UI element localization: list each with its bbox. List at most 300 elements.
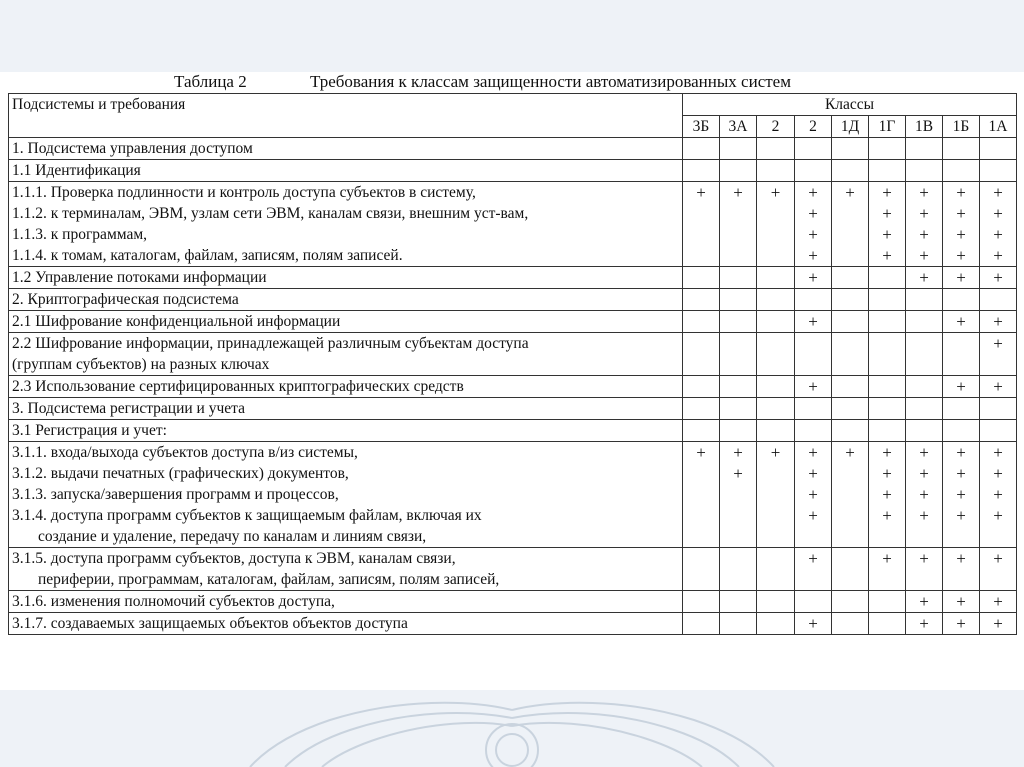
class-mark-cell (906, 311, 943, 333)
requirement-mark (869, 420, 905, 441)
requirement-mark (980, 569, 1016, 590)
requirement-mark (795, 138, 831, 159)
class-mark-cell (757, 267, 795, 289)
requirement-mark (832, 420, 868, 441)
class-mark-cell (795, 420, 832, 442)
requirement-mark: + (993, 485, 1003, 504)
requirement-mark (832, 505, 868, 526)
requirement-mark (832, 548, 868, 569)
requirement-mark: + (733, 183, 743, 202)
class-mark-cell (757, 333, 795, 376)
requirement-mark (980, 354, 1016, 375)
requirement-mark: + (733, 443, 743, 462)
requirement-mark (832, 289, 868, 310)
requirement-mark: + (993, 464, 1003, 483)
requirement-mark (683, 311, 719, 332)
requirement-mark: + (919, 225, 929, 244)
class-mark-cell (795, 182, 832, 267)
class-mark-cell (906, 442, 943, 548)
class-mark-cell (906, 138, 943, 160)
requirement-mark (832, 591, 868, 612)
class-mark-cell (720, 138, 757, 160)
requirement-mark: + (882, 506, 892, 525)
class-mark-cell (795, 548, 832, 591)
requirement-mark (720, 376, 756, 397)
class-mark-cell (906, 267, 943, 289)
requirement-text: 1.1.3. к программам, (12, 226, 148, 243)
requirement-mark: + (956, 614, 966, 633)
requirement-mark: + (993, 506, 1003, 525)
class-mark-cell (980, 289, 1017, 311)
class-mark-cell (683, 333, 720, 376)
requirement-mark: + (956, 312, 966, 331)
requirements-column-header: Подсистемы и требования (9, 94, 683, 138)
requirement-mark: + (808, 485, 818, 504)
class-mark-cell (757, 613, 795, 635)
requirement-mark (795, 420, 831, 441)
requirement-cell (9, 398, 683, 420)
requirement-text: 2. Криптографическая подсистема (12, 291, 239, 308)
class-mark-cell (795, 613, 832, 635)
requirement-mark (757, 463, 794, 484)
requirement-mark: + (919, 183, 929, 202)
requirement-cell (9, 420, 683, 442)
requirement-mark (832, 484, 868, 505)
requirement-mark (720, 333, 756, 354)
class-mark-cell (980, 613, 1017, 635)
requirement-mark (757, 505, 794, 526)
class-mark-cell (795, 376, 832, 398)
requirement-mark (683, 203, 719, 224)
requirement-mark: + (882, 204, 892, 223)
class-mark-cell (980, 333, 1017, 376)
requirement-text: 3.1.6. изменения полномочий субъектов доступа, (12, 593, 335, 610)
requirement-mark (795, 333, 831, 354)
requirement-mark (943, 354, 979, 375)
requirement-mark: + (882, 464, 892, 483)
eagle-emblem-watermark-icon (0, 690, 1024, 767)
class-mark-cell (720, 548, 757, 591)
table-row (9, 548, 1017, 591)
requirement-cell (9, 311, 683, 333)
requirement-mark (869, 267, 905, 288)
class-mark-cell (832, 138, 869, 160)
class-column-header: 1Д (832, 116, 869, 138)
requirement-mark: + (808, 443, 818, 462)
table-row (9, 289, 1017, 311)
table-row (9, 591, 1017, 613)
requirement-text: 1.1.2. к терминалам, ЭВМ, узлам сети ЭВМ, каналам связи, внешним уст-вам, (12, 205, 529, 222)
requirement-text: 2.2 Шифрование информации, принадлежащей различным субъектам доступа (12, 335, 529, 352)
requirement-mark (683, 484, 719, 505)
requirement-mark (720, 245, 756, 266)
class-column-header: 1Б (943, 116, 980, 138)
class-mark-cell (720, 182, 757, 267)
class-mark-cell (795, 398, 832, 420)
requirement-mark: + (919, 506, 929, 525)
requirement-mark (943, 333, 979, 354)
requirement-mark: + (808, 268, 818, 287)
requirement-mark (683, 591, 719, 612)
requirement-mark: + (919, 268, 929, 287)
requirement-mark (906, 420, 942, 441)
requirement-mark: + (919, 204, 929, 223)
requirement-mark: + (956, 377, 966, 396)
requirement-text: создание и удаление, передачу по каналам и линиям связи, (38, 528, 427, 545)
class-mark-cell (906, 591, 943, 613)
class-mark-cell (906, 376, 943, 398)
class-mark-cell (869, 289, 906, 311)
requirement-mark (943, 289, 979, 310)
class-column-header: 3Б (683, 116, 720, 138)
class-mark-cell (757, 591, 795, 613)
requirement-mark (757, 245, 794, 266)
table-row (9, 267, 1017, 289)
class-mark-cell (832, 333, 869, 376)
requirement-mark: + (993, 204, 1003, 223)
requirement-text: 3.1.3. запуска/завершения программ и процессов, (12, 486, 339, 503)
class-mark-cell (906, 289, 943, 311)
requirement-mark: + (956, 443, 966, 462)
requirement-mark: + (696, 443, 706, 462)
table-row (9, 182, 1017, 267)
class-mark-cell (757, 420, 795, 442)
table-caption-title: Требования к классам защищенности автоматизированных систем (310, 72, 791, 91)
class-mark-cell (943, 289, 980, 311)
requirement-mark: + (993, 246, 1003, 265)
class-mark-cell (720, 420, 757, 442)
requirement-mark: + (956, 225, 966, 244)
class-mark-cell (795, 160, 832, 182)
class-mark-cell (869, 138, 906, 160)
requirement-mark: + (993, 443, 1003, 462)
class-mark-cell (683, 442, 720, 548)
requirement-mark (683, 613, 719, 634)
class-mark-cell (943, 442, 980, 548)
class-mark-cell (795, 442, 832, 548)
requirement-cell (9, 333, 683, 376)
requirement-mark (832, 267, 868, 288)
bottom-band (0, 690, 1024, 767)
requirement-mark (832, 203, 868, 224)
requirement-mark (832, 138, 868, 159)
requirement-mark (683, 398, 719, 419)
class-mark-cell (720, 160, 757, 182)
requirement-mark (720, 203, 756, 224)
requirement-mark (757, 354, 794, 375)
requirement-mark: + (956, 592, 966, 611)
requirement-mark (795, 289, 831, 310)
class-column-header: 2 (757, 116, 795, 138)
requirement-mark (832, 224, 868, 245)
requirement-mark (683, 569, 719, 590)
requirement-mark (683, 420, 719, 441)
class-mark-cell (757, 160, 795, 182)
class-mark-cell (683, 376, 720, 398)
requirement-mark (683, 548, 719, 569)
requirement-mark: + (808, 464, 818, 483)
class-mark-cell (943, 613, 980, 635)
requirement-mark (720, 311, 756, 332)
requirement-mark (906, 160, 942, 181)
requirement-mark (757, 138, 794, 159)
class-mark-cell (683, 138, 720, 160)
requirement-text: 1.1.1. Проверка подлинности и контроль доступа субъектов в систему, (12, 184, 476, 201)
class-mark-cell (869, 591, 906, 613)
requirement-mark (869, 569, 905, 590)
requirement-cell (9, 289, 683, 311)
requirement-cell (9, 591, 683, 613)
class-mark-cell (683, 591, 720, 613)
class-mark-cell (795, 311, 832, 333)
requirement-mark (980, 160, 1016, 181)
requirement-mark (757, 203, 794, 224)
top-band (0, 0, 1024, 72)
class-mark-cell (720, 289, 757, 311)
requirement-cell (9, 548, 683, 591)
requirement-mark (683, 333, 719, 354)
requirement-text: 2.3 Использование сертифицированных криптографических средств (12, 378, 464, 395)
requirement-text: периферии, программам, каталогам, файлам, записям, полям записей, (38, 571, 500, 588)
requirement-mark (757, 333, 794, 354)
requirement-mark: + (808, 614, 818, 633)
class-mark-cell (757, 398, 795, 420)
requirement-mark (832, 160, 868, 181)
class-mark-cell (980, 591, 1017, 613)
requirement-mark: + (808, 183, 818, 202)
table-row (9, 160, 1017, 182)
requirement-mark (795, 526, 831, 547)
requirement-cell (9, 613, 683, 635)
requirement-mark (720, 138, 756, 159)
class-mark-cell (869, 376, 906, 398)
requirement-mark (757, 526, 794, 547)
requirement-cell (9, 267, 683, 289)
class-mark-cell (869, 613, 906, 635)
requirement-text: 3.1.7. создаваемых защищаемых объектов объектов доступа (12, 615, 408, 632)
table-row (9, 420, 1017, 442)
requirement-mark: + (956, 464, 966, 483)
requirement-mark (832, 245, 868, 266)
requirement-mark: + (956, 204, 966, 223)
requirement-mark (757, 548, 794, 569)
class-mark-cell (869, 311, 906, 333)
requirement-mark (869, 289, 905, 310)
requirement-mark (683, 526, 719, 547)
class-mark-cell (943, 420, 980, 442)
table-row (9, 311, 1017, 333)
requirement-mark: + (956, 268, 966, 287)
requirement-mark (869, 376, 905, 397)
requirement-mark (757, 289, 794, 310)
requirement-mark (795, 569, 831, 590)
class-mark-cell (683, 398, 720, 420)
class-mark-cell (943, 548, 980, 591)
requirement-mark: + (993, 614, 1003, 633)
requirement-cell (9, 160, 683, 182)
class-mark-cell (980, 548, 1017, 591)
requirement-mark (906, 311, 942, 332)
requirement-mark (832, 376, 868, 397)
class-mark-cell (757, 548, 795, 591)
requirement-cell (9, 376, 683, 398)
table-row (9, 613, 1017, 635)
requirement-mark (683, 354, 719, 375)
requirement-mark (720, 289, 756, 310)
requirement-mark (869, 138, 905, 159)
requirement-mark (720, 613, 756, 634)
requirement-mark (757, 311, 794, 332)
requirement-mark: + (808, 225, 818, 244)
class-mark-cell (795, 289, 832, 311)
requirement-mark: + (956, 549, 966, 568)
class-mark-cell (757, 311, 795, 333)
requirement-mark (906, 354, 942, 375)
table-caption-number: Таблица 2 (174, 72, 247, 91)
requirement-mark: + (770, 183, 781, 202)
class-mark-cell (683, 311, 720, 333)
requirement-mark (832, 398, 868, 419)
class-mark-cell (869, 160, 906, 182)
requirement-mark: + (956, 183, 966, 202)
class-mark-cell (832, 548, 869, 591)
class-mark-cell (943, 376, 980, 398)
requirement-mark: + (993, 377, 1003, 396)
requirement-mark: + (808, 506, 818, 525)
class-mark-cell (832, 289, 869, 311)
requirement-mark (869, 354, 905, 375)
requirement-text: 2.1 Шифрование конфиденциальной информации (12, 313, 341, 330)
requirement-mark (906, 398, 942, 419)
requirement-mark (683, 505, 719, 526)
requirement-mark: + (808, 549, 818, 568)
requirement-text: 3.1.5. доступа программ субъектов, доступа к ЭВМ, каналам связи, (12, 550, 456, 567)
requirement-text: 3. Подсистема регистрации и учета (12, 400, 245, 417)
class-mark-cell (943, 267, 980, 289)
requirement-mark: + (993, 268, 1003, 287)
requirement-mark (943, 138, 979, 159)
table-row (9, 138, 1017, 160)
requirement-text: 1. Подсистема управления доступом (12, 140, 253, 157)
class-mark-cell (757, 376, 795, 398)
class-mark-cell (757, 138, 795, 160)
table-row (9, 398, 1017, 420)
requirements-table (8, 93, 1017, 635)
requirement-mark (832, 354, 868, 375)
requirement-mark: + (919, 549, 929, 568)
requirement-mark (720, 505, 756, 526)
requirement-mark (757, 398, 794, 419)
class-mark-cell (795, 333, 832, 376)
class-mark-cell (683, 182, 720, 267)
requirement-mark: + (882, 549, 892, 568)
class-mark-cell (795, 591, 832, 613)
requirement-mark (720, 267, 756, 288)
class-mark-cell (832, 613, 869, 635)
class-mark-cell (795, 267, 832, 289)
class-mark-cell (683, 160, 720, 182)
requirement-mark (869, 398, 905, 419)
requirement-text: 1.1 Идентификация (12, 162, 141, 179)
requirement-mark (869, 333, 905, 354)
table-row (9, 376, 1017, 398)
requirement-mark (980, 526, 1016, 547)
class-mark-cell (757, 442, 795, 548)
requirement-mark (906, 526, 942, 547)
requirement-mark (832, 526, 868, 547)
requirement-mark (906, 333, 942, 354)
requirement-mark (757, 160, 794, 181)
class-mark-cell (757, 182, 795, 267)
class-mark-cell (906, 160, 943, 182)
requirement-mark (980, 138, 1016, 159)
class-mark-cell (943, 333, 980, 376)
requirement-mark (906, 138, 942, 159)
requirement-mark (832, 613, 868, 634)
class-mark-cell (832, 160, 869, 182)
class-mark-cell (943, 138, 980, 160)
requirement-mark: + (993, 225, 1003, 244)
requirement-mark: + (919, 614, 929, 633)
class-mark-cell (980, 420, 1017, 442)
class-mark-cell (980, 182, 1017, 267)
requirement-mark (980, 420, 1016, 441)
requirement-mark (683, 267, 719, 288)
requirement-mark (869, 311, 905, 332)
requirement-mark (757, 591, 794, 612)
requirement-mark (832, 311, 868, 332)
class-mark-cell (980, 376, 1017, 398)
requirement-mark (795, 591, 831, 612)
requirement-mark: + (956, 485, 966, 504)
requirement-mark (683, 160, 719, 181)
table-row (9, 442, 1017, 548)
class-mark-cell (720, 376, 757, 398)
requirement-mark (869, 613, 905, 634)
class-column-header: 1В (906, 116, 943, 138)
class-mark-cell (832, 420, 869, 442)
requirement-mark: + (993, 549, 1003, 568)
class-mark-cell (683, 548, 720, 591)
class-mark-cell (720, 311, 757, 333)
requirement-mark (869, 526, 905, 547)
requirement-mark: + (919, 592, 929, 611)
class-column-header: 1Г (869, 116, 906, 138)
requirement-mark (795, 398, 831, 419)
requirement-mark: + (993, 334, 1003, 353)
class-mark-cell (720, 398, 757, 420)
requirement-mark (720, 569, 756, 590)
class-mark-cell (683, 613, 720, 635)
requirement-mark (943, 160, 979, 181)
requirement-mark (832, 333, 868, 354)
requirement-mark (795, 160, 831, 181)
requirement-cell (9, 182, 683, 267)
requirement-mark (683, 289, 719, 310)
class-mark-cell (906, 420, 943, 442)
class-mark-cell (720, 442, 757, 548)
class-mark-cell (943, 591, 980, 613)
requirement-mark (757, 484, 794, 505)
requirement-text: 1.1.4. к томам, каталогам, файлам, записям, полям записей. (12, 247, 403, 264)
requirement-mark (832, 463, 868, 484)
requirement-mark: + (919, 246, 929, 265)
requirement-mark: + (993, 183, 1003, 202)
class-mark-cell (943, 160, 980, 182)
requirement-mark: + (919, 464, 929, 483)
requirement-mark: + (882, 183, 892, 202)
class-mark-cell (943, 311, 980, 333)
